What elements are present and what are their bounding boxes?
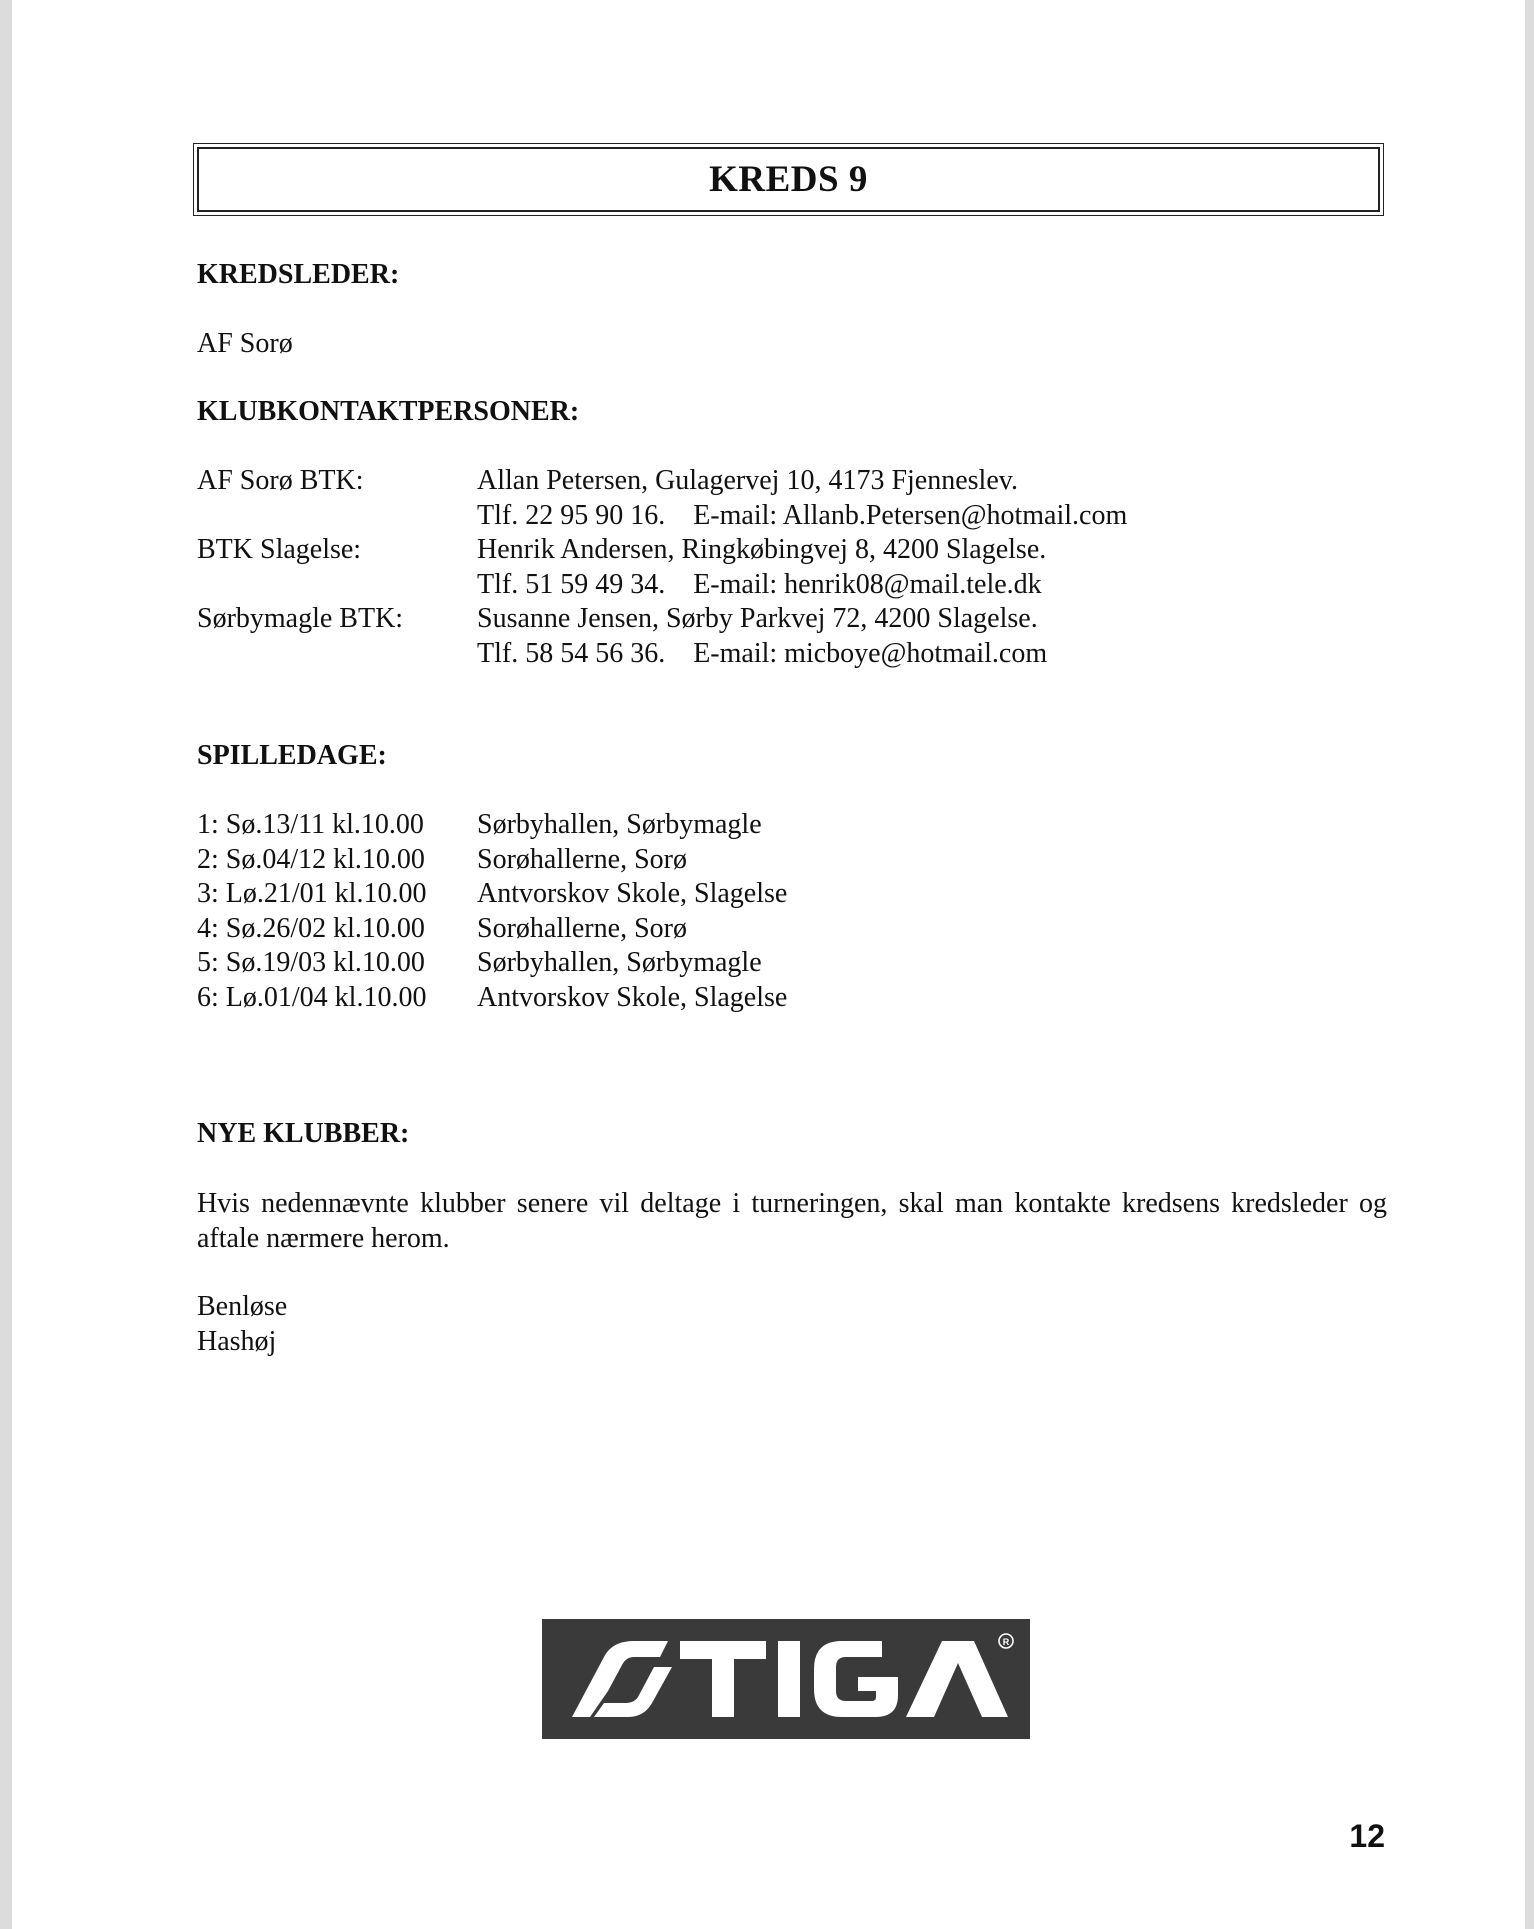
- title-box: [193, 143, 1384, 216]
- playing-day-date: 2: Sø.04/12 kl.10.00: [197, 843, 425, 875]
- playing-day-venue: Antvorskov Skole, Slagelse: [477, 878, 788, 909]
- playing-day-date: 4: Sø.26/02 kl.10.00: [197, 912, 425, 944]
- club-contact-address: Susanne Jensen, Sørby Parkvej 72, 4200 Slagelse.: [477, 603, 1038, 634]
- nye-klubber-heading: NYE KLUBBER:: [197, 1118, 410, 1149]
- stiga-logo-letter-t-stem: [712, 1641, 734, 1717]
- playing-day-venue: Sørbyhallen, Sørbymagle: [477, 809, 762, 840]
- document-page: [12, 0, 1525, 1929]
- club-contact-phone-email: Tlf. 22 95 90 16. E-mail: Allanb.Petersen@hotmail.com: [477, 499, 1128, 531]
- playing-day-date: 5: Sø.19/03 kl.10.00: [197, 947, 425, 978]
- new-club-item: Hashøj: [197, 1325, 277, 1357]
- nye-klubber-paragraph: Hvis nedennævnte klubber senere vil deltage i turneringen, skal man kontakte kredsens kredsleder og aftale nærmere herom.: [197, 1188, 1387, 1254]
- playing-day-venue: Sorøhallerne, Sorø: [477, 843, 687, 875]
- club-contact-address: Henrik Andersen, Ringkøbingvej 8, 4200 Slagelse.: [477, 534, 1047, 565]
- klubkontakt-heading: KLUBKONTAKTPERSONER:: [197, 396, 580, 427]
- new-clubs-list: [197, 1290, 287, 1359]
- club-name: Sørbymagle BTK:: [197, 603, 404, 634]
- stiga-logo: [542, 1619, 1030, 1739]
- registered-mark-letter: R: [1002, 1637, 1010, 1647]
- new-club-item: Benløse: [197, 1291, 288, 1322]
- kredsleder-value: AF Sorø: [197, 328, 293, 359]
- club-contact-address: Allan Petersen, Gulagervej 10, 4173 Fjenneslev.: [477, 465, 1018, 496]
- playing-day-venue: Sorøhallerne, Sorø: [477, 912, 687, 944]
- spilledage-heading: SPILLEDAGE:: [197, 740, 387, 771]
- club-name: AF Sorø BTK:: [197, 465, 364, 496]
- playing-day-date: 6: Lø.01/04 kl.10.00: [197, 981, 427, 1013]
- playing-day-venue: Sørbyhallen, Sørbymagle: [477, 947, 762, 978]
- club-contact-phone-email: Tlf. 58 54 56 36. E-mail: micboye@hotmail.com: [477, 637, 1048, 669]
- playing-day-date: 3: Lø.21/01 kl.10.00: [197, 878, 427, 909]
- page-number: 12: [1349, 1818, 1385, 1854]
- playing-day-venue: Antvorskov Skole, Slagelse: [477, 981, 788, 1013]
- kredsleder-heading: KREDSLEDER:: [197, 259, 400, 290]
- stiga-logo-letter-i: [778, 1641, 800, 1717]
- playing-day-date: 1: Sø.13/11 kl.10.00: [197, 809, 424, 840]
- club-name: BTK Slagelse:: [197, 534, 362, 565]
- page-title: KREDS 9: [197, 147, 1380, 212]
- club-contact-phone-email: Tlf. 51 59 49 34. E-mail: henrik08@mail.tele.dk: [477, 568, 1042, 600]
